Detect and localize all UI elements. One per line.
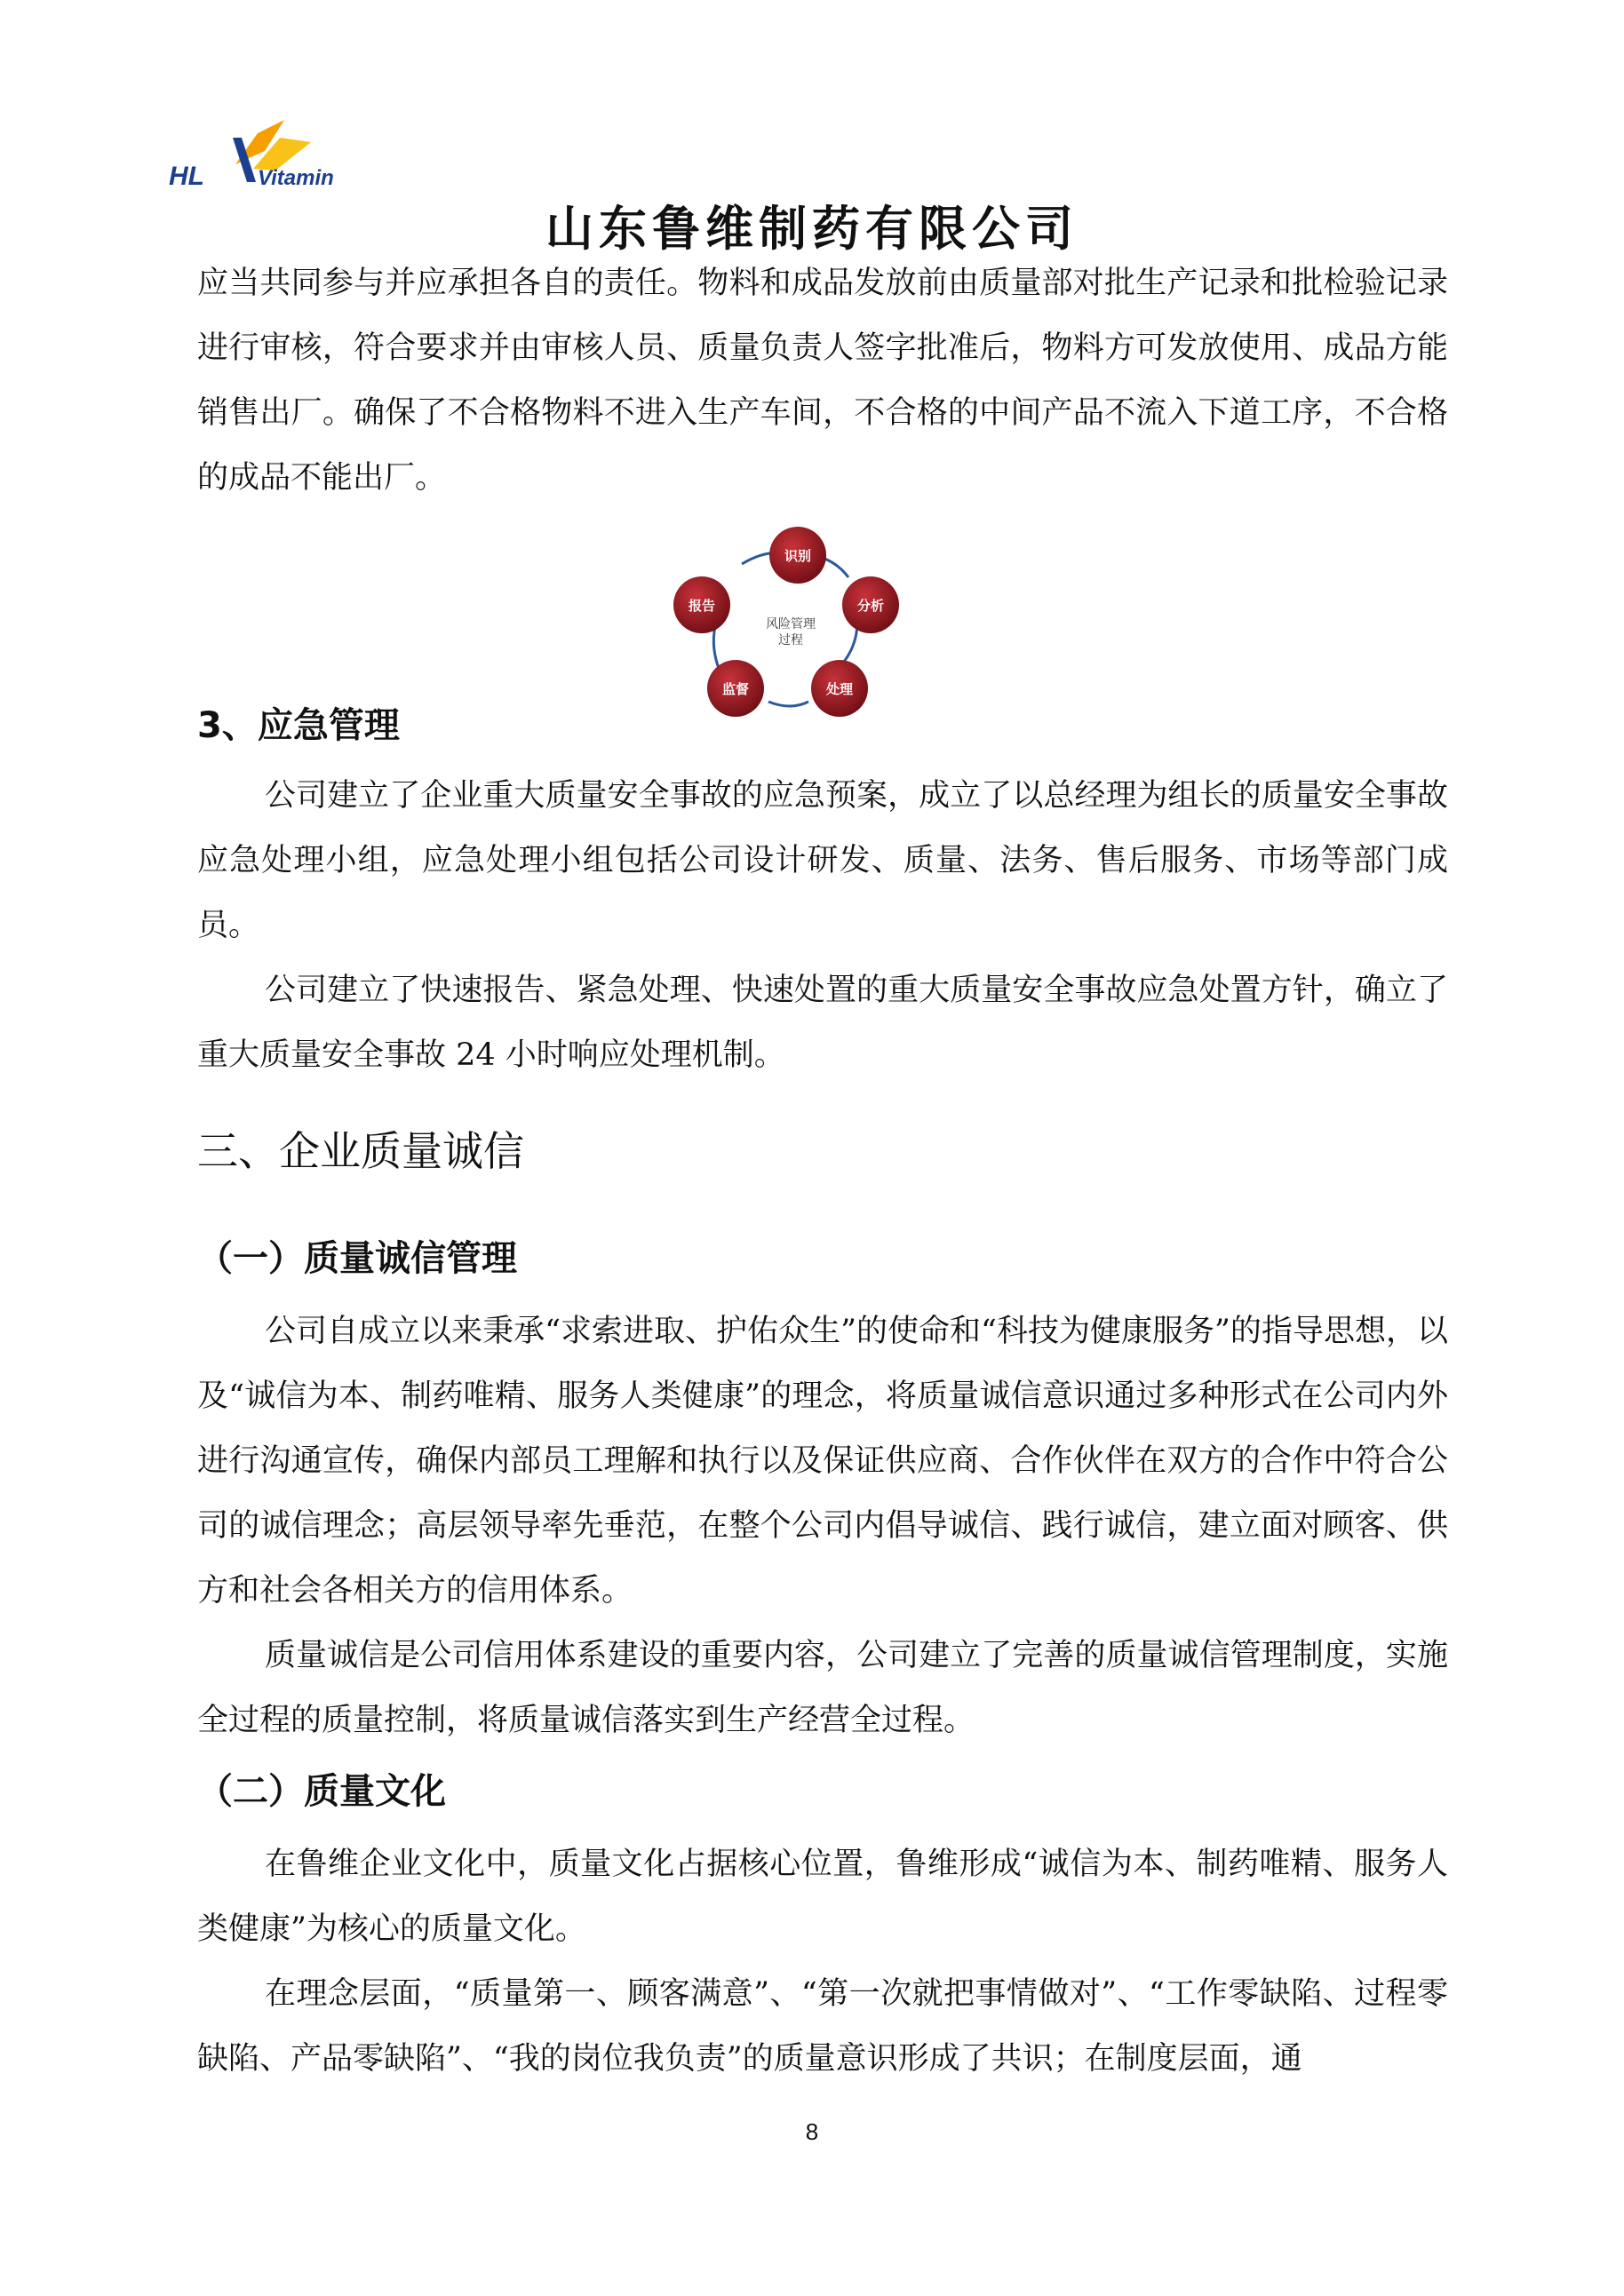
sub-1-body — [197, 1299, 1448, 1753]
sub-2-paragraph: 在理念层面，“质量第一、顾客满意”、“第一次就把事情做对”、“工作零缺陷、过程零缺陷、产品零缺陷”、“我的岗位我负责”的质量意识形成了共识；在制度层面，通 — [197, 1976, 1448, 2077]
node-analyze — [842, 576, 899, 633]
chapter-3-heading-block — [197, 1119, 1448, 1178]
company-name: 山东鲁维制药有限公司 — [545, 201, 1079, 257]
svg-text:分析: 分析 — [856, 598, 885, 614]
sub-1-heading: （一）质量诚信管理 — [197, 1238, 517, 1279]
node-report — [673, 576, 730, 633]
logo-text-vitamin: Vitamin — [258, 166, 334, 190]
node-identify — [769, 527, 826, 584]
section-3-body — [197, 764, 1448, 1088]
svg-text:监督: 监督 — [721, 681, 750, 697]
sub-2-heading: （二）质量文化 — [197, 1771, 446, 1812]
logo-text-hl: HL — [169, 162, 204, 191]
arrow-icon — [713, 626, 720, 671]
svg-text:处理: 处理 — [825, 681, 854, 697]
page-number: 8 — [805, 2118, 819, 2145]
sub-1-paragraph: 质量诚信是公司信用体系建设的重要内容，公司建立了完善的质量诚信管理制度，实施全过程的质量控制，将质量诚信落实到生产经营全过程。 — [197, 1638, 1448, 1738]
sub-2-body — [197, 1832, 1448, 2092]
intro-block — [197, 251, 1448, 511]
center-label-2: 过程 — [778, 633, 803, 647]
section-3-heading: 3、应急管理 — [197, 705, 400, 746]
svg-text:报告: 报告 — [688, 598, 716, 614]
chapter-3-heading: 三、企业质量诚信 — [197, 1127, 524, 1175]
sub-1-heading-block — [197, 1230, 1448, 1281]
intro-paragraph: 应当共同参与并应承担各自的责任。物料和成品发放前由质量部对批生产记录和批检验记录进行审核，符合要求并由审核人员、质量负责人签字批准后，物料方可发放使用、成品方能销售出厂。确保了不合格物料不进入生产车间，不合格的中间产品不流入下道工序，不合格的成品不能出厂。 — [197, 266, 1448, 496]
section-3-heading-block — [197, 697, 1448, 748]
section-3-paragraph: 公司建立了企业重大质量安全事故的应急预案，成立了以总经理为组长的质量安全事故应急处理小组，应急处理小组包括公司设计研发、质量、法务、售后服务、市场等部门成员。 — [197, 778, 1448, 943]
sub-2-heading-block — [197, 1763, 1448, 1814]
sub-1-paragraph: 公司自成立以来秉承“求索进取、护佑众生”的使命和“科技为健康服务”的指导思想，以及“诚信为本、制药唯精、服务人类健康”的理念，将质量诚信意识通过多种形式在公司内外进行沟通宣传，确保内部员工理解和执行以及保证供应商、合作伙伴在双方的合作中符合公司的诚信理念；高层领导率先垂范，在整个公司内倡导诚信、践行诚信，建立面对顾客、供方和社会各相关方的信用体系。 — [197, 1314, 1448, 1609]
sub-2-paragraph: 在鲁维企业文化中，质量文化占据核心位置，鲁维形成“诚信为本、制药唯精、服务人类健康”为核心的质量文化。 — [197, 1847, 1448, 1947]
section-3-paragraph: 公司建立了快速报告、紧急处理、快速处置的重大质量安全事故应急处置方针，确立了重大质量安全事故 24 小时响应处理机制。 — [197, 973, 1448, 1073]
center-label-1: 风险管理 — [766, 617, 816, 632]
svg-text:识别: 识别 — [784, 548, 812, 564]
